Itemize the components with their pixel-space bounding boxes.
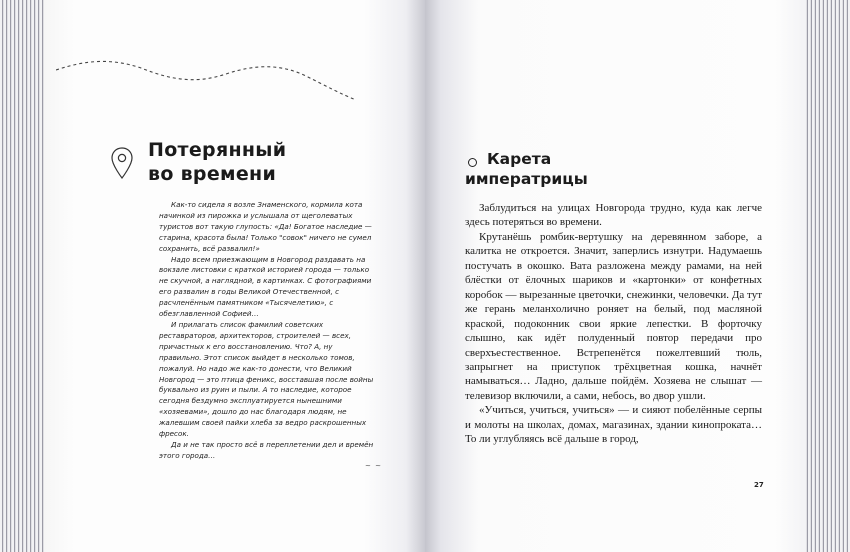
epigraph-paragraph: Да и не так просто всё в переплетении дел и времён этого города…: [159, 439, 374, 460]
location-pin-icon: [110, 146, 134, 180]
body-paragraph: Крутанёшь ромбик-вертушку на деревянном заборе, а калитка не откроется. Значит, заперлись изнутри. Надумаешь постучать в окошко. Вата разложена между рамами, на ней блёстки от ёлочных шариков и «картонки» от конфетных коробок — вырезанные цветочки, снежинки, человечки. Да тут же герань меланхолично роняет на белый, под масляной краской, подоконник свои яркие лепестки. В форточку слышно, как идёт полуденный повтор передачи про сверхъестественное. Встрепенётся пожелтевший тюль, запрыгнет на приступок трёхцветная кошка, начнёт намываться… Ладно, дальше пойдём. Хозяева не слышат — телевизор включили, а сами, небось, во двор ушли.: [465, 230, 762, 402]
right-page: [425, 0, 806, 552]
page-number: 27: [754, 481, 764, 489]
chapter-title-line: Карета: [487, 150, 552, 168]
body-paragraph: Заблудиться на улицах Новгорода трудно, куда как легче здесь потеряться во времени.: [465, 202, 762, 229]
dashed-wave-icon: [56, 52, 356, 112]
chapter-title-left: [148, 138, 286, 186]
epigraph-paragraph: Надо всем приезжающим в Новгород раздавать на вокзале листовки с краткой историей города — только не скучной, а наглядной, в картинках. С фотографиями его развалин в годы Великой Отечественной, с расчленённым памятником «Тысячелетию», с обезглавленной Софией…: [159, 254, 372, 319]
book-page-edges-right: [806, 0, 850, 552]
epigraph-paragraph: И прилагать список фамилий советских реставраторов, архитекторов, строителей — всех, причастных к его восстановлению. Что? А, ну правильно. Этот список выйдет в несколько томов, пожалуй. Но надо же как-то донести, что Великий Новгород — это птица феникс, восставшая после войны буквально из руин и пыли. А то наследие, которое сегодня бездумно эксплуатируется нынешними «хозяевами», дошло до нас благодаря людям, не жалевшим своей пайки хлеба за ведро раскрошенных фресок.: [159, 319, 374, 439]
body-paragraph: «Учиться, учиться, учиться» — и сияют побелённые серпы и молоты на школах, домах, магазинах, здании кинопроката… То ли углубляясь всё дальше в город,: [465, 404, 762, 446]
chapter-title-line: императрицы: [465, 170, 588, 188]
epigraph-paragraph: Как-то сидела я возле Знаменского, кормила кота начинкой из пирожка и услышала от щеголеватых туристов вот такую глупость: «Да! Богатое наследие — старина, красота была! Только "совок" ничего не сумел сохранить, всё развалил!»: [159, 200, 372, 253]
chapter-title-line: во времени: [148, 163, 277, 185]
section-end-marker: ~ ~: [365, 462, 382, 470]
chapter-title-right: [465, 149, 588, 189]
epigraph-text: [159, 200, 374, 462]
body-text: [465, 201, 762, 447]
chapter-title-line: Потерянный: [148, 139, 287, 161]
left-page: [44, 0, 425, 552]
book-page-edges-left: [0, 0, 44, 552]
